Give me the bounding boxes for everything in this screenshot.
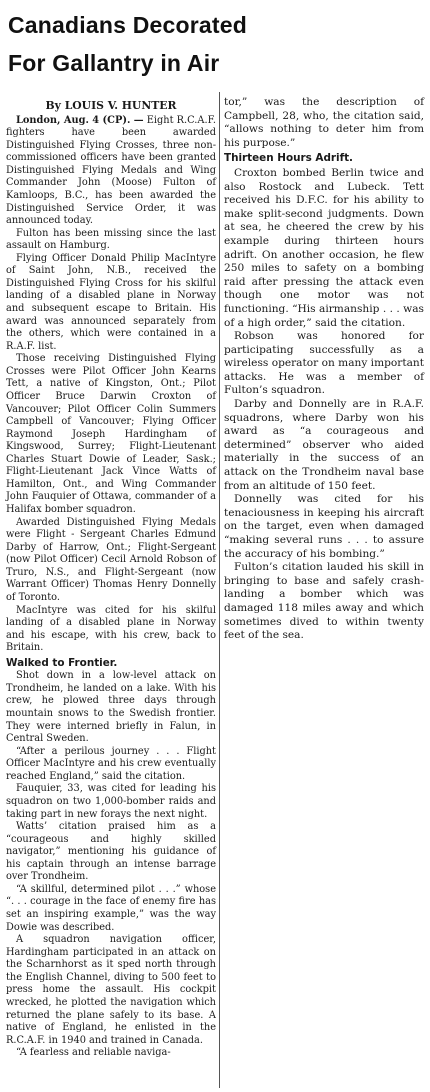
paragraph: Donnelly was cited for his tenaciousness in keeping his aircraft on the target, even when damaged “making several runs . . . to assure the accuracy of his bombing.” (224, 493, 424, 560)
paragraph: Fulton has been missing since the last assault on Hamburg. (6, 227, 216, 252)
subhead: Walked to Frontier. (6, 656, 118, 669)
paragraph: “A skillful, determined pilot . . .” whose “. . . courage in the face of enemy fire has set an inspiring example,” was the way Dowie was described. (6, 883, 216, 933)
headline-line-2: For Gallantry in Air (8, 50, 220, 76)
article-body (0, 96, 430, 1086)
paragraph: Croxton bombed Berlin twice and also Rostock and Lubeck. Tett received his D.F.C. for his ability to make split-second judgments. Down at sea, he cheered the crew by his example during thirteen hours adrift. On another occasion, he flew 250 miles to safety on a bombing raid after pressing the attack even though one motor was not functioning. “His airmanship . . . was of a high order,” said the citation. (224, 166, 424, 329)
subhead: Thirteen Hours Adrift. (224, 152, 354, 165)
paragraph: “After a perilous journey . . . Flight Officer MacIntyre and his crew eventually reached England,” said the citation. (6, 745, 216, 782)
paragraph: Those receiving Distinguished Flying Crosses were Pilot Officer John Kearns Tett, a native of Kingston, Ont.; Pilot Officer Bruce Darwin Croxton of Vancouver; Pilot Officer Colin Summers Campbell of Vancouver; Flying Officer Raymond Joseph Hardingham of Kingswood, Surrey; Flight-Lieutenant Charles Stuart Dowie of Leader, Sask.; Flight-Lieutenant Jack Vince Watts of Hamilton, Ont., and Wing Commander John Fauquier of Ottawa, commander of a Halifax bomber squadron. (6, 353, 216, 515)
paragraph: Fulton’s citation lauded his skill in bringing to base and safely crash-landing a bomber which was damaged 118 miles away and which sometimes dived to within twenty feet of the sea. (224, 561, 424, 642)
paragraph: Darby and Donnelly are in R.A.F. squadrons, where Darby won his award as “a courageous and determined” observer who aided materially in the success of an attack on the Trondheim naval base from an altitude of 150 feet. (224, 398, 424, 492)
paragraph: tor,” was the description of Campbell, 28, who, the citation said, “allows nothing to deter him from his purpose.” (224, 96, 424, 149)
paragraph: MacIntyre was cited for his skilful landing of a disabled plane in Norway and his escape, with his crew, back to Britain. (6, 604, 216, 654)
headline (8, 6, 430, 82)
byline: By LOUIS V. HUNTER (45, 99, 177, 112)
paragraph: Fauquier, 33, was cited for leading his squadron on two 1,000-bomber raids and taking part in new forays the next night. (6, 783, 216, 820)
paragraph: Flying Officer Donald Philip MacIntyre of Saint John, N.B., received the Distinguished Flying Cross for his skilful landing of a disabled plane in Norway and subsequent escape to Britain. His award was announced separately from the others, which were contained in a R.A.F. list. (6, 252, 216, 352)
right-column (224, 96, 424, 643)
dateline: London, Aug. 4 (CP). — (16, 114, 144, 126)
paragraph (6, 115, 216, 228)
paragraph: A squadron navigation officer, Hardingham participated in an attack on the Scharnhorst as it sped north through the English Channel, diving to 500 feet to press home the assault. His cockpit wrecked, he plotted the navigation which returned the plane safely to its base. A native of England, he enlisted in the R.C.A.F. in 1940 and trained in Canada. (6, 934, 216, 1046)
paragraph: Robson was honored for participating successfully as a wireless operator on many important attacks. He was a member of Fulton’s squadron. (224, 330, 424, 397)
paragraph: “A fearless and reliable naviga- (16, 1047, 171, 1059)
left-column (6, 96, 216, 1060)
paragraph-text: Eight R.C.A.F. fighters have been awarded Distinguished Flying Crosses, three non-commissioned officers have been granted Distinguished Flying Medals and Wing Commander John (Moose) Fulton of Kamloops, B.C., has been awarded the Distinguished Service Order, it was announced today. (6, 114, 216, 227)
paragraph: Awarded Distinguished Flying Medals were Flight - Sergeant Charles Edmund Darby of Harrow, Ont.; Flight-Sergeant (now Pilot Officer) Cecil Arnold Robson of Truro, N.S., and Flight-Sergeant (now Warrant Officer) Thomas Henry Donnelly of Toronto. (6, 516, 216, 603)
paragraph: Shot down in a low-level attack on Trondheim, he landed on a lake. With his crew, he plowed three days through mountain snows to the Swedish frontier. They were interned briefly in Falun, in Central Sweden. (6, 670, 216, 745)
paragraph: Watts’ citation praised him as a “courageous and highly skilled navigator,” mentioning his guidance of his captain through an intense barrage over Trondheim. (6, 821, 216, 883)
headline-line-1: Canadians Decorated (8, 12, 247, 38)
